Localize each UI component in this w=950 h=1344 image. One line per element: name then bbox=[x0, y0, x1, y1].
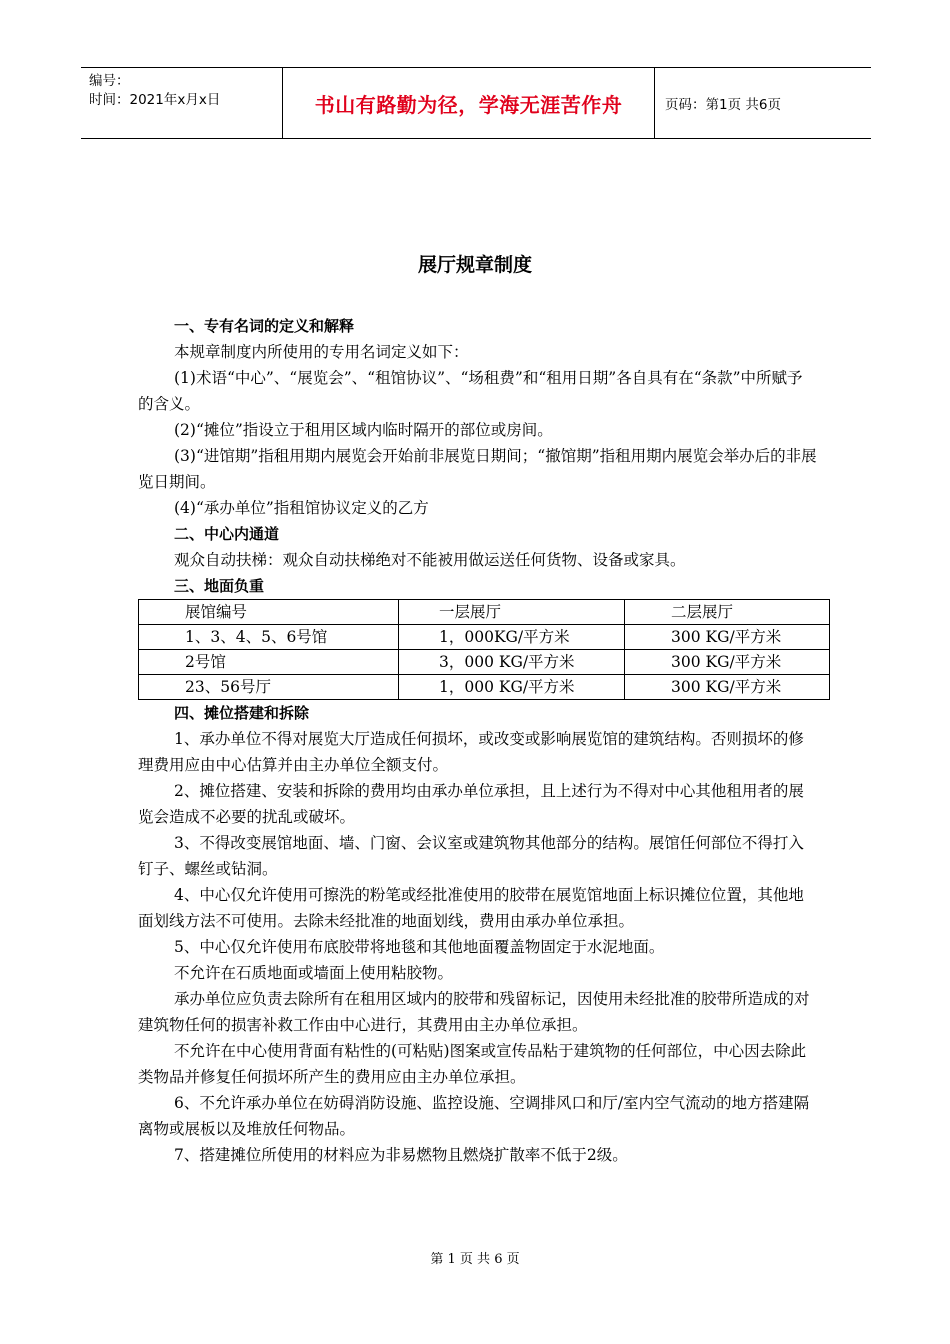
table-cell: 1，000KG/平方米 bbox=[399, 625, 625, 650]
rule-item: 3、不得改变展馆地面、墙、门窗、会议室或建筑物其他部分的结构。展馆任何部位不得打入钉子、螺丝或钻洞。 bbox=[138, 834, 804, 878]
rule-item: 6、不允许承办单位在妨碍消防设施、监控设施、空调排风口和厅/室内空气流动的地方搭建隔离物或展板以及堆放任何物品。 bbox=[138, 1094, 810, 1138]
table-row bbox=[139, 675, 830, 700]
rule-item: 4、中心仅允许使用可擦洗的粉笔或经批准使用的胶带在展览馆地面上标识摊位位置，其他地面划线方法不可使用。去除未经批准的地面划线，费用由承办单位承担。 bbox=[138, 886, 804, 930]
definition-item: (1)术语“中心”、“展览会”、“租馆协议”、“场租费”和“租用日期”各自具有在“条款”中所赋予的含义。 bbox=[138, 369, 803, 413]
table-row bbox=[139, 625, 830, 650]
section-3-heading: 三、地面负重 bbox=[174, 577, 265, 595]
table-header-row bbox=[139, 600, 830, 625]
document-title: 展厅规章制度 bbox=[417, 254, 532, 276]
header-meta bbox=[81, 68, 283, 138]
rule-item: 1、承办单位不得对展览大厅造成任何损坏，或改变或影响展览馆的建筑结构。否则损坏的修理费用应由中心估算并由主办单位全额支付。 bbox=[138, 730, 804, 774]
floor-load-table bbox=[138, 599, 830, 700]
rule-item: 7、搭建摊位所使用的材料应为非易燃物且燃烧扩散率不低于2级。 bbox=[174, 1146, 628, 1164]
section-2-heading: 二、中心内通道 bbox=[174, 525, 280, 543]
table-cell: 300 KG/平方米 bbox=[625, 625, 830, 650]
table-cell: 3，000 KG/平方米 bbox=[399, 650, 625, 675]
table-header-cell: 二层展厅 bbox=[625, 600, 830, 625]
table-row bbox=[139, 650, 830, 675]
rule-item: 2、摊位搭建、安装和拆除的费用均由承办单位承担，且上述行为不得对中心其他租用者的展览会造成不必要的扰乱或破坏。 bbox=[138, 782, 804, 826]
rule-item: 不允许在中心使用背面有粘性的(可粘贴)图案或宣传品粘于建筑物的任何部位，中心因去除此类物品并修复任何损坏所产生的费用应由主办单位承担。 bbox=[138, 1042, 807, 1086]
table-cell: 1、3、4、5、6号馆 bbox=[139, 625, 399, 650]
table-header-cell: 展馆编号 bbox=[139, 600, 399, 625]
paragraph: 观众自动扶梯：观众自动扶梯绝对不能被用做运送任何货物、设备或家具。 bbox=[174, 551, 686, 569]
definition-item: (2)“摊位”指设立于租用区域内临时隔开的部位或房间。 bbox=[174, 421, 553, 439]
rule-item: 5、中心仅允许使用布底胶带将地毯和其他地面覆盖物固定于水泥地面。 bbox=[174, 938, 665, 956]
header-motto: 书山有路勤为径，学海无涯苦作舟 bbox=[283, 68, 655, 138]
section-4-heading: 四、摊位搭建和拆除 bbox=[174, 704, 310, 722]
table-cell: 2号馆 bbox=[139, 650, 399, 675]
page-header bbox=[81, 67, 871, 139]
header-page-info: 页码：第1页 共6页 bbox=[665, 97, 781, 113]
number-label: 编号： bbox=[89, 73, 130, 89]
table-cell: 300 KG/平方米 bbox=[625, 675, 830, 700]
rule-item: 不允许在石质地面或墙面上使用粘胶物。 bbox=[174, 964, 454, 982]
table-cell: 300 KG/平方米 bbox=[625, 650, 830, 675]
definition-item: (4)“承办单位”指租馆协议定义的乙方 bbox=[174, 499, 429, 517]
table-cell: 1，000 KG/平方米 bbox=[399, 675, 625, 700]
paragraph: 本规章制度内所使用的专用名词定义如下： bbox=[174, 343, 469, 361]
page-footer: 第 1 页 共 6 页 bbox=[430, 1252, 520, 1267]
definition-item: (3)“进馆期”指租用期内展览会开始前非展览日期间；“撤馆期”指租用期内展览会举办后的非展览日期间。 bbox=[138, 447, 817, 491]
rule-item: 承办单位应负责去除所有在租用区域内的胶带和残留标记，因使用未经批准的胶带所造成的对建筑物任何的损害补救工作由中心进行，其费用由主办单位承担。 bbox=[138, 990, 810, 1034]
table-cell: 23、56号厅 bbox=[139, 675, 399, 700]
time-label: 时间：2021年x月x日 bbox=[89, 92, 221, 108]
table-header-cell: 一层展厅 bbox=[399, 600, 625, 625]
section-1-heading: 一、专有名词的定义和解释 bbox=[174, 317, 355, 335]
document-body bbox=[138, 313, 818, 1168]
